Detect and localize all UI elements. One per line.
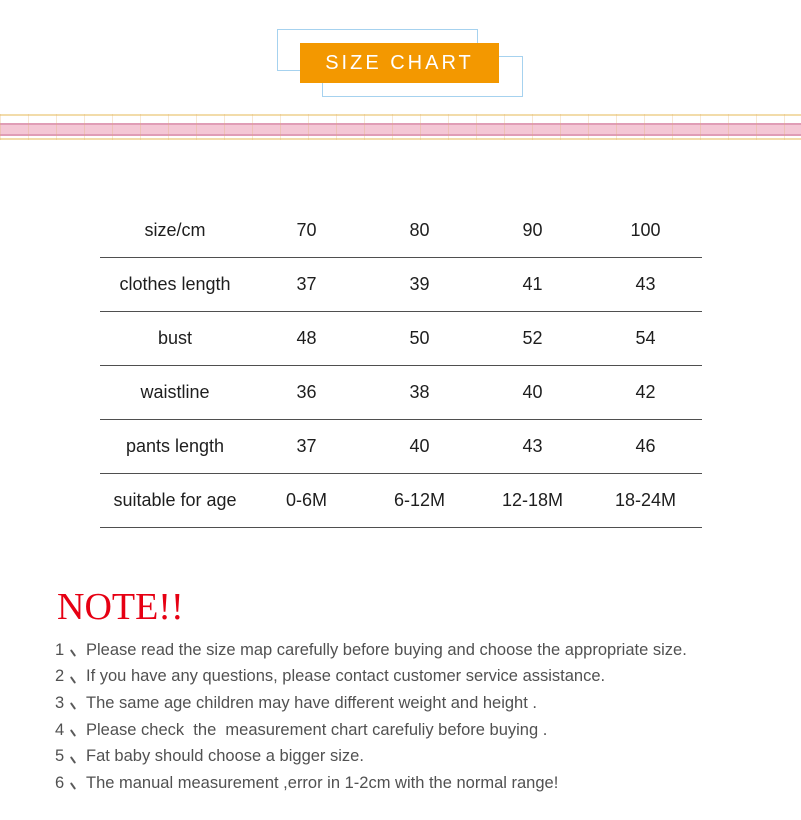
cell-value: 52 xyxy=(522,328,543,348)
enumeration-comma-icon xyxy=(70,729,76,737)
cell-value: 37 xyxy=(296,436,317,456)
note-item xyxy=(55,690,755,717)
cell-value: 0-6M xyxy=(285,490,327,510)
note-text: If you have any questions, please contact customer service assistance. xyxy=(86,667,606,686)
note-text: Please read the size map carefully before buying and choose the appropriate size. xyxy=(86,640,687,659)
row-label: waistline xyxy=(140,382,210,402)
stripe-ticks xyxy=(0,114,801,140)
enumeration-comma-icon xyxy=(70,649,76,657)
note-number: 6 xyxy=(55,773,65,792)
cell-value: 46 xyxy=(635,436,656,456)
note-item xyxy=(55,770,755,797)
cell-value: 36 xyxy=(296,382,317,402)
note-number: 4 xyxy=(55,720,65,739)
note-number: 5 xyxy=(55,747,65,766)
cell-value: 50 xyxy=(409,328,430,348)
cell-value: 12-18M xyxy=(501,490,564,510)
cell-value: 41 xyxy=(522,274,543,294)
notes-list xyxy=(55,637,755,797)
cell-value: 100 xyxy=(630,220,661,240)
cell-value: 90 xyxy=(522,220,543,240)
note-number: 2 xyxy=(55,667,65,686)
table-row-clothes-length xyxy=(100,258,702,312)
row-label: pants length xyxy=(125,436,225,456)
enumeration-comma-icon xyxy=(70,756,76,764)
cell-value: 39 xyxy=(409,274,430,294)
note-item xyxy=(55,717,755,744)
cell-value: 42 xyxy=(635,382,656,402)
note-item xyxy=(55,637,755,664)
cell-value: 48 xyxy=(296,328,317,348)
note-item xyxy=(55,664,755,691)
cell-value: 40 xyxy=(522,382,543,402)
cell-value: 54 xyxy=(635,328,656,348)
cell-value: 40 xyxy=(409,436,430,456)
enumeration-comma-icon xyxy=(70,676,76,684)
cell-value: 37 xyxy=(296,274,317,294)
enumeration-comma-icon xyxy=(70,782,76,790)
note-text: The same age children may have different weight and height . xyxy=(86,693,537,712)
table-row-suitable-age xyxy=(100,474,702,528)
cell-value: 43 xyxy=(635,274,656,294)
decorative-stripe-band xyxy=(0,114,801,140)
size-table xyxy=(100,204,702,528)
row-label: clothes length xyxy=(119,274,231,294)
table-row-waistline xyxy=(100,366,702,420)
row-label: bust xyxy=(157,328,193,348)
enumeration-comma-icon xyxy=(70,703,76,711)
cell-value: 43 xyxy=(522,436,543,456)
table-row-bust xyxy=(100,312,702,366)
table-row-size xyxy=(100,204,702,258)
note-text: Fat baby should choose a bigger size. xyxy=(86,747,364,766)
note-heading: NOTE!! xyxy=(57,586,184,628)
cell-value: 38 xyxy=(409,382,430,402)
cell-value: 18-24M xyxy=(614,490,677,510)
note-number: 1 xyxy=(55,640,65,659)
note-text: The manual measurement ,error in 1-2cm with the normal range! xyxy=(86,773,559,792)
note-number: 3 xyxy=(55,693,65,712)
row-label: size/cm xyxy=(144,220,206,240)
cell-value: 80 xyxy=(409,220,430,240)
size-chart-banner xyxy=(300,43,499,83)
note-item xyxy=(55,743,755,770)
row-label: suitable for age xyxy=(113,490,237,510)
banner-title: SIZE CHART xyxy=(325,51,474,74)
note-text: Please check the measurement chart carefuliy before buying . xyxy=(86,720,548,739)
cell-value: 70 xyxy=(296,220,317,240)
table-row-pants-length xyxy=(100,420,702,474)
cell-value: 6-12M xyxy=(393,490,446,510)
